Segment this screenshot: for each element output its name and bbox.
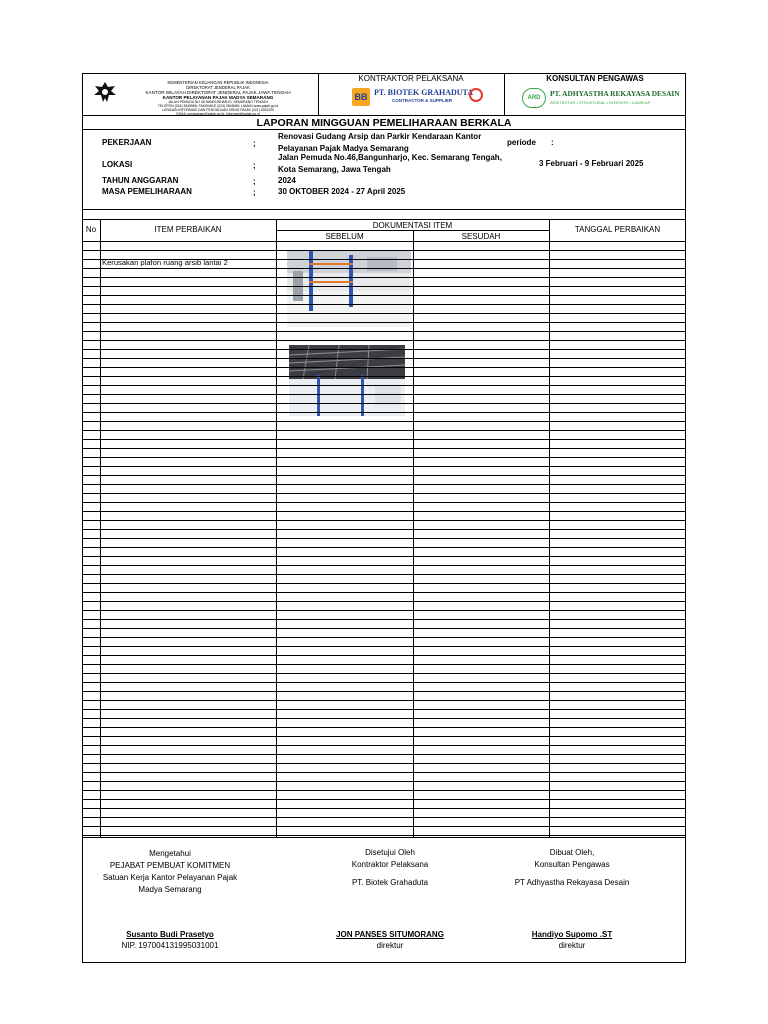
agency-line-3: KANTOR WILAYAH DIREKTORAT JENDERAL PAJAK JAWA TENGAH — [145, 90, 291, 95]
table-row — [82, 268, 686, 269]
table-row — [82, 511, 686, 512]
sig2-role1: Disetujui Oleh — [365, 848, 415, 857]
report-title: LAPORAN MINGGUAN PEMELIHARAAN BERKALA — [256, 117, 512, 129]
table-row — [82, 781, 686, 782]
before-photo-1 — [287, 251, 411, 327]
table-row — [82, 529, 686, 530]
periode-value: 3 Februari - 9 Februari 2025 — [539, 159, 644, 168]
agency-line-7: LAYANAN INFORMASI DAN PENGADUAN KRING PAJAK (021) 1500200 — [162, 108, 274, 112]
table-row — [82, 727, 686, 728]
table-row — [82, 259, 686, 260]
table-row — [82, 718, 686, 719]
field-sep-tahun: ; — [253, 177, 256, 186]
contractor-logo — [350, 86, 490, 112]
sig3-role2: Konsultan Pengawas — [534, 860, 610, 869]
table-row — [82, 790, 686, 791]
table-row — [82, 556, 686, 557]
table-row — [82, 574, 686, 575]
table-row — [82, 709, 686, 710]
consultant-logo — [522, 88, 680, 112]
signature-block-3 — [500, 847, 644, 889]
consultant-title: KONSULTAN PENGAWAS — [546, 74, 644, 83]
sig1-name: Susanto Budi Prasetyo — [126, 930, 214, 939]
agency-line-5: JALAN PEMUDA NO 46 BANGUNHARJO, SEMARANG TENGAH — [168, 100, 268, 104]
col-header-item: ITEM PERBAIKAN — [154, 225, 222, 234]
table-row — [82, 457, 686, 458]
sig1-role3: Satuan Kerja Kantor Pelayanan Pajak — [102, 873, 238, 882]
table-row — [82, 358, 686, 359]
table-row — [82, 466, 686, 467]
table-row — [82, 250, 686, 251]
field-value-tahun: 2024 — [278, 176, 296, 185]
ard-mark-icon: ARD — [522, 88, 546, 108]
contractor-tagline: CONTRACTOR & SUPPLIER — [392, 98, 453, 103]
table-row — [82, 835, 686, 836]
table-row — [82, 763, 686, 764]
table-row — [82, 799, 686, 800]
table-row — [82, 484, 686, 485]
table-row — [82, 817, 686, 818]
table-row — [82, 619, 686, 620]
table-row — [82, 385, 686, 386]
table-row — [82, 241, 686, 242]
table-row — [82, 313, 686, 314]
field-sep-masa: ; — [253, 188, 256, 197]
table-row — [82, 322, 686, 323]
table-row — [82, 745, 686, 746]
agency-letterhead — [116, 80, 320, 116]
field-value-lokasi: Jalan Pemuda No.46,Bangunharjo, Kec. Semarang Tengah, Kota Semarang, Jawa Tengah — [278, 153, 502, 174]
table-row — [82, 808, 686, 809]
table-row — [82, 277, 686, 278]
table-row — [82, 439, 686, 440]
table-row — [82, 394, 686, 395]
sig1-role4: Madya Semarang — [138, 885, 202, 894]
table-row — [82, 403, 686, 404]
table-row — [82, 601, 686, 602]
signature-block-2 — [320, 847, 460, 889]
table-row — [82, 538, 686, 539]
agency-line-8: EMAIL pengaduan@pajak.go.id; informasi@pajak.go.id — [176, 112, 260, 116]
table-row — [82, 610, 686, 611]
table-row — [82, 412, 686, 413]
table-row — [82, 664, 686, 665]
sig3-name: Handiyo Supomo .ST — [531, 930, 613, 939]
table-row — [82, 673, 686, 674]
table-row — [82, 304, 686, 305]
table-top-line — [82, 219, 686, 220]
sig2-role3: PT. Biotek Grahaduta — [351, 878, 429, 887]
table-row — [82, 421, 686, 422]
sig2-title: direktur — [376, 941, 404, 950]
table-row — [82, 475, 686, 476]
table-row — [82, 826, 686, 827]
sig2-name: JON PANSES SITUMORANG — [336, 930, 444, 939]
table-row — [82, 655, 686, 656]
sig1-role2: PEJABAT PEMBUAT KOMITMEN — [109, 861, 231, 870]
table-row — [82, 736, 686, 737]
table-row — [82, 340, 686, 341]
table-row — [82, 700, 686, 701]
table-row — [82, 286, 686, 287]
table-row — [82, 682, 686, 683]
table-row — [82, 430, 686, 431]
table-row — [82, 691, 686, 692]
table-row — [82, 295, 686, 296]
table-gap-line-1 — [82, 209, 686, 210]
table-row — [82, 547, 686, 548]
table-row — [82, 772, 686, 773]
sig2-role2: Kontraktor Pelaksana — [351, 860, 429, 869]
field-label-masa: MASA PEMELIHARAAN — [102, 187, 192, 196]
field-label-lokasi: LOKASI — [102, 160, 133, 169]
agency-line-6: TELEPON (024) 3545986; FAKSIMILE (024) 3546065; LAMAN www.pajak.go.id — [157, 104, 279, 108]
col-header-after: SESUDAH — [461, 232, 501, 241]
table-row — [82, 349, 686, 350]
field-value-pekerjaan: Renovasi Gudang Arsip dan Parkir Kendaraan Kantor Pelayanan Pajak Madya Semarang — [278, 132, 482, 153]
field-label-tahun: TAHUN ANGGARAN — [102, 176, 179, 185]
field-value-masa: 30 OKTOBER 2024 - 27 April 2025 — [278, 187, 406, 196]
table-row — [82, 502, 686, 503]
report-sheet — [82, 73, 686, 963]
consultant-tagline: ARSITEKTUR • STRUKTURAL • INTERIOR • LANSKAP — [550, 100, 651, 105]
table-row — [82, 646, 686, 647]
signature-block-1 — [100, 848, 240, 896]
field-sep-pekerjaan: ; — [253, 139, 256, 148]
table-row — [82, 592, 686, 593]
table-row — [82, 448, 686, 449]
sig3-title: direktur — [558, 941, 586, 950]
agency-line-1: KEMENTERIAN KEUANGAN REPUBLIK INDONESIA — [167, 80, 269, 85]
garuda-emblem-icon — [92, 80, 118, 106]
table-row — [82, 565, 686, 566]
agency-line-4: KANTOR PELAYANAN PAJAK MADYA SEMARANG — [162, 95, 274, 100]
row-item-text: Kerusakan plafon ruang arsib lantai 2 — [102, 258, 228, 267]
sig3-role3: PT Adhyastha Rekayasa Desain — [514, 878, 630, 887]
table-row — [82, 637, 686, 638]
table-row — [82, 331, 686, 332]
table-row — [82, 628, 686, 629]
before-photo-2 — [289, 345, 405, 416]
table-row — [82, 754, 686, 755]
title-bottom-line — [82, 129, 686, 130]
col-header-date: TANGGAL PERBAIKAN — [574, 225, 661, 234]
field-label-pekerjaan: PEKERJAAN — [102, 138, 152, 147]
col-header-doc: DOKUMENTASI ITEM — [372, 221, 453, 230]
table-row — [82, 367, 686, 368]
field-sep-lokasi: ; — [253, 161, 256, 170]
consultant-company: PT. ADHYASTHA REKAYASA DESAIN — [550, 89, 680, 98]
agency-line-2: DIREKTORAT JENDERAL PAJAK — [186, 85, 250, 90]
table-row — [82, 520, 686, 521]
sig1-role1: Mengetahui — [149, 849, 191, 858]
periode-sep: : — [551, 138, 554, 147]
table-row — [82, 376, 686, 377]
sig1-title: NIP. 197004131995031001 — [121, 941, 219, 950]
table-row — [82, 493, 686, 494]
contractor-title: KONTRAKTOR PELAKSANA — [358, 74, 464, 83]
contractor-company: PT. BIOTEK GRAHADUTA — [374, 88, 474, 97]
table-row — [82, 583, 686, 584]
biotek-mark-icon: BB — [352, 88, 370, 106]
periode-label: periode — [507, 138, 536, 147]
table-bottom-line — [82, 837, 686, 838]
col-header-no: No — [85, 225, 97, 234]
sig3-role1: Dibuat Oleh, — [549, 848, 595, 857]
certification-badge-icon — [469, 88, 483, 102]
col-header-before: SEBELUM — [325, 232, 364, 241]
